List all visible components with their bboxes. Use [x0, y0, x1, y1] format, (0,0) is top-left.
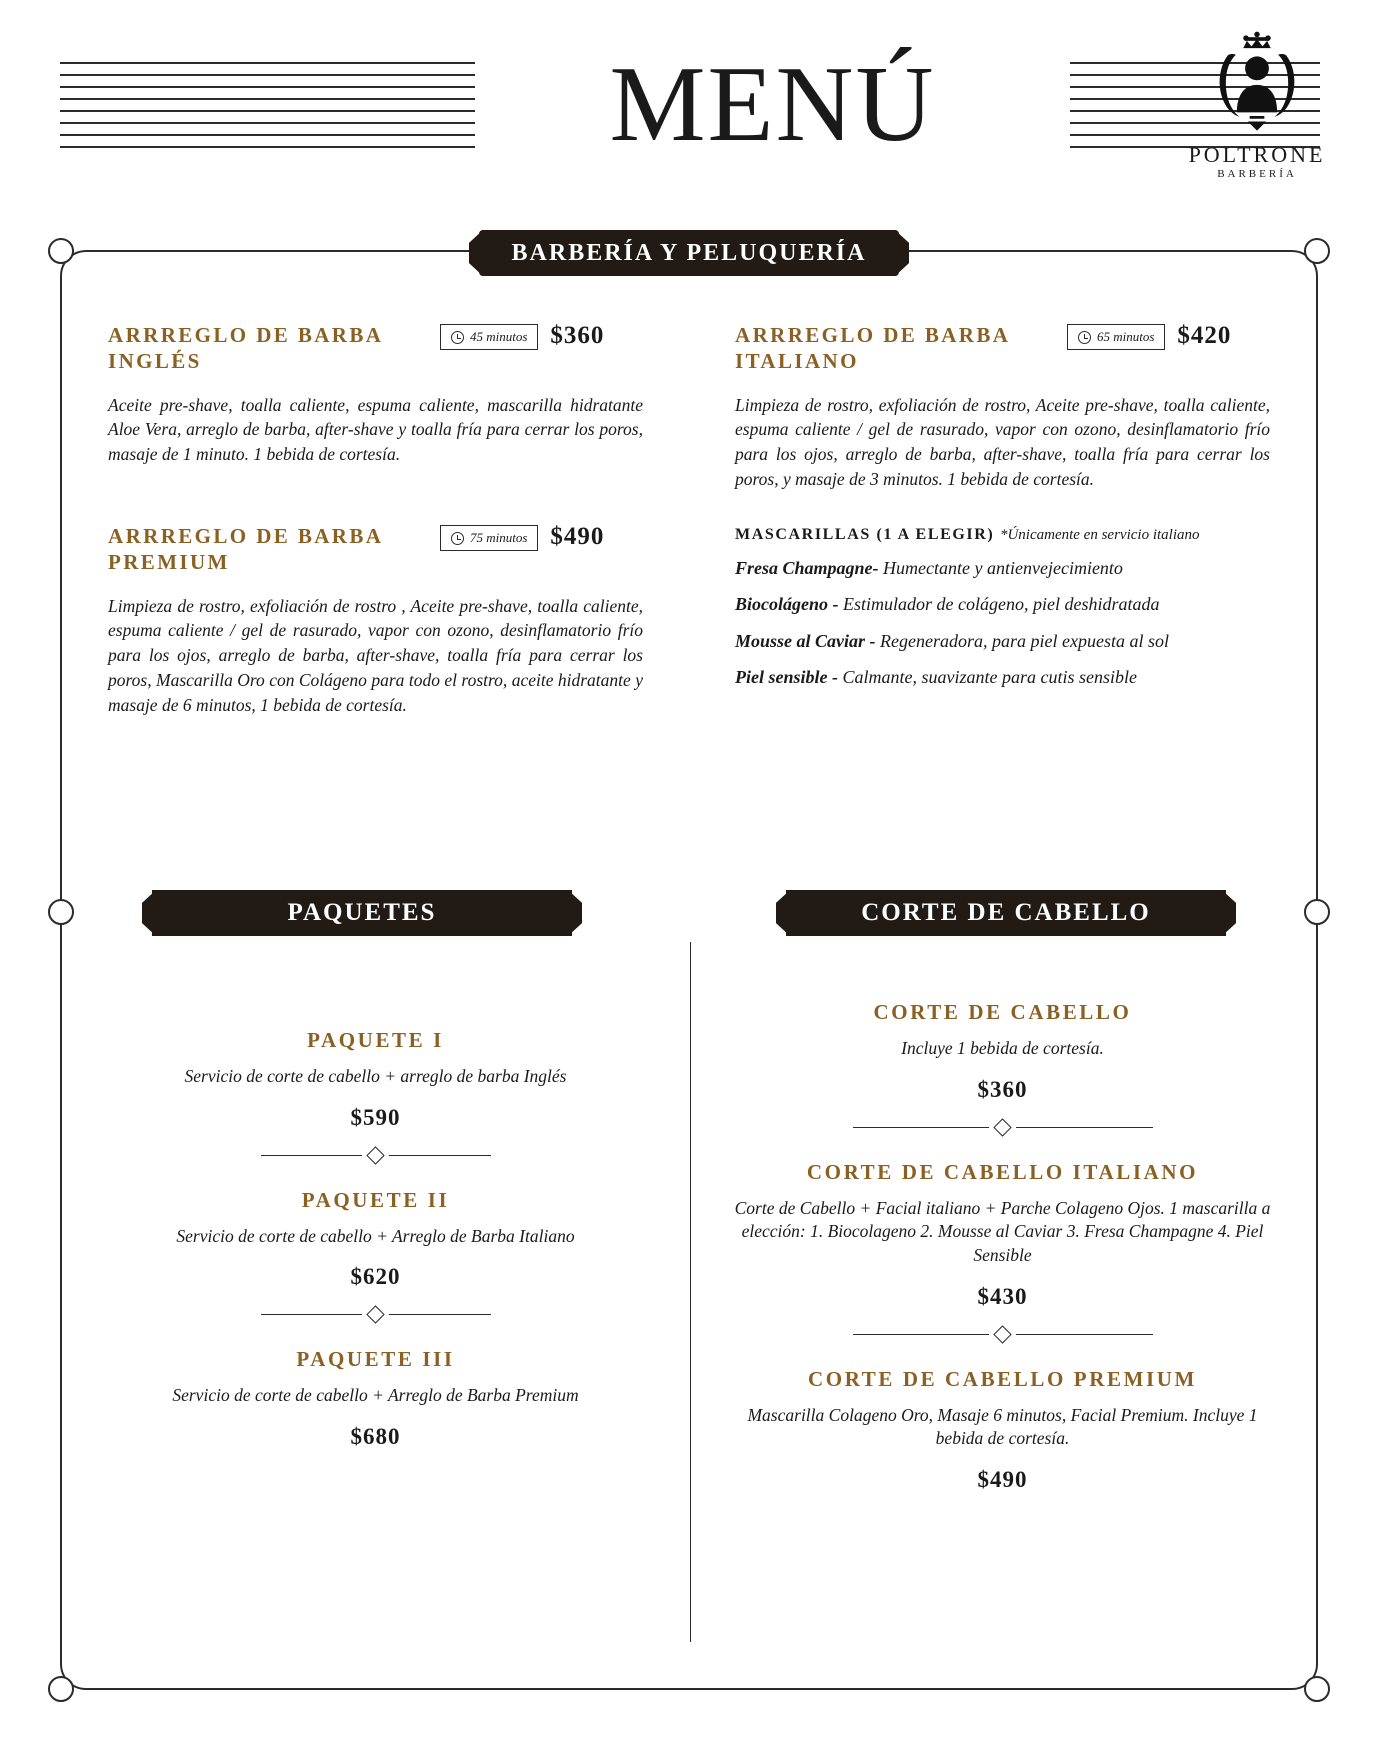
package-item [102, 1347, 649, 1450]
frame-notch-bl [48, 1676, 74, 1702]
masks-note: *Únicamente en servicio italiano [999, 526, 1200, 543]
haircut-title: CORTE DE CABELLO [873, 1000, 1132, 1024]
mask-item [735, 557, 1270, 580]
package-title: PAQUETE I [307, 1028, 444, 1052]
service-description: Aceite pre-shave, toalla caliente, espuma caliente, mascarilla hidratante Aloe Vera, arreglo de barba, after-shave y toalla fría para cerrar los poros, masaje de 1 minuto. 1 bebida de cortesía. [108, 394, 643, 465]
page-title: MENÚ [609, 45, 936, 164]
clock-icon [451, 532, 464, 545]
services-column-left [62, 292, 689, 892]
service-header [735, 322, 1270, 375]
menu-frame [60, 239, 1318, 1690]
haircut-item [729, 1000, 1276, 1103]
frame-notch-tr [1304, 238, 1330, 264]
mask-desc: Calmante, suavizante para cutis sensible [842, 667, 1137, 688]
mask-name: Mousse al Caviar - [735, 630, 876, 651]
haircut-title: CORTE DE CABELLO ITALIANO [806, 1159, 1199, 1184]
service-duration-badge [440, 324, 538, 350]
service-duration-badge [1067, 324, 1165, 350]
clock-icon [1078, 331, 1091, 344]
mask-desc: Estimulador de colágeno, piel deshidratada [843, 594, 1160, 615]
masks-heading-label: MASCARILLAS (1 A ELEGIR) [735, 525, 995, 543]
haircut-description: Mascarilla Colageno Oro, Masaje 6 minutos, Facial Premium. Incluye 1 bebida de cortesía. [747, 1404, 1258, 1449]
service-duration-badge [440, 525, 538, 551]
frame-notch-tl [48, 238, 74, 264]
section-separator [261, 1308, 491, 1321]
mask-desc: Humectante y antienvejecimiento [883, 557, 1123, 578]
section-separator [261, 1149, 491, 1162]
banner-corte-cabello [786, 890, 1226, 936]
haircut-price: $490 [977, 1466, 1028, 1492]
service-item [108, 322, 643, 467]
logo [1182, 28, 1332, 180]
service-price: $420 [1177, 322, 1232, 349]
banner-paquetes-label: PAQUETES [287, 899, 437, 926]
services-column-right [689, 292, 1316, 892]
package-description: Servicio de corte de cabello + Arreglo de Barba Premium [172, 1385, 579, 1406]
haircut-description: Incluye 1 bebida de cortesía. [901, 1038, 1104, 1058]
frame-notch-br [1304, 1676, 1330, 1702]
haircut-title: CORTE DE CABELLO PREMIUM [808, 1366, 1197, 1391]
frame-notch-ml [48, 899, 74, 925]
barber-crest-icon [1202, 28, 1312, 138]
service-item [108, 523, 643, 718]
package-title: PAQUETE III [296, 1347, 455, 1372]
logo-brand-sub: BARBERÍA [1217, 168, 1297, 180]
mask-name: Biocolágeno - [735, 594, 839, 615]
masks-heading [735, 526, 1270, 544]
package-price: $620 [350, 1264, 401, 1290]
package-price: $590 [350, 1104, 401, 1130]
logo-brand: POLTRONE [1188, 142, 1326, 167]
banner-corte-cabello-label: CORTE DE CABELLO [861, 899, 1151, 926]
page-header [0, 0, 1380, 210]
header-rule-left [60, 62, 475, 148]
frame-notch-mr [1304, 899, 1330, 925]
package-item [102, 1188, 649, 1291]
service-item [735, 322, 1270, 492]
mask-item [735, 593, 1270, 616]
diamond-icon [993, 1325, 1011, 1343]
page-title-wrap [475, 45, 1070, 164]
service-name: ARRREGLO DE BARBA ITALIANO [735, 323, 1010, 374]
clock-icon [451, 331, 464, 344]
haircut-item [729, 1160, 1276, 1310]
diamond-icon [366, 1306, 384, 1324]
packages-section [62, 942, 1316, 1503]
package-price: $680 [350, 1423, 401, 1449]
mask-item [735, 630, 1270, 653]
banner-paquetes [152, 890, 572, 936]
diamond-icon [366, 1146, 384, 1164]
package-description: Servicio de corte de cabello + Arreglo de Barba Italiano [176, 1225, 575, 1246]
haircut-price: $430 [977, 1283, 1028, 1309]
package-title: PAQUETE II [301, 1187, 450, 1212]
service-header [108, 523, 643, 576]
package-description: Servicio de corte de cabello + arreglo de barba Inglés [184, 1066, 567, 1086]
mask-desc: Regeneradora, para piel expuesta al sol [880, 630, 1169, 651]
services-section [62, 292, 1316, 892]
banner-barberia [479, 230, 899, 276]
mask-name: Piel sensible - [735, 667, 838, 688]
service-description: Limpieza de rostro, exfoliación de rostro , Aceite pre-shave, toalla caliente, espuma caliente / gel de rasurado, vapor con ozono, desinflamatorio frío para los ojos, arreglo de barba, after-shave, toalla fría para cerrar los poros, Mascarilla Oro con Colágeno para todo el rostro, aceite hidratante y masaje de 6 minutos, 1 bebida de cortesía. [108, 595, 643, 715]
service-duration-label: 45 minutos [470, 329, 528, 344]
service-description: Limpieza de rostro, exfoliación de rostro, Aceite pre-shave, toalla caliente, espuma caliente / gel de rasurado, vapor con ozono, desinflamatorio frío para los ojos, arreglo de barba, after-shave, toalla fría para cerrar los poros, y masaje de 3 minutos. 1 bebida de cortesía. [735, 394, 1270, 490]
service-header [108, 322, 643, 375]
banner-barberia-label: BARBERÍA Y PELUQUERÍA [511, 239, 867, 266]
section-separator [853, 1328, 1153, 1341]
section-separator [853, 1121, 1153, 1134]
haircuts-column [689, 942, 1316, 1503]
haircut-description: Corte de Cabello + Facial italiano + Parche Colageno Ojos. 1 mascarilla a elección: 1. Biocolageno 2. Mousse al Caviar 3. Fresa Champagne 4. Piel Sensible [734, 1197, 1271, 1265]
diamond-icon [993, 1118, 1011, 1136]
service-name: ARRREGLO DE BARBA INGLÉS [108, 323, 383, 374]
mask-item [735, 666, 1270, 689]
service-duration-label: 65 minutos [1097, 329, 1155, 344]
service-price: $490 [550, 523, 605, 551]
haircut-price: $360 [977, 1076, 1028, 1102]
haircut-item [729, 1367, 1276, 1493]
service-price: $360 [550, 322, 605, 349]
mask-name: Fresa Champagne- [735, 557, 879, 578]
service-duration-label: 75 minutos [470, 530, 528, 546]
package-item [102, 1028, 649, 1131]
service-name: ARRREGLO DE BARBA PREMIUM [108, 524, 383, 575]
packages-column [62, 942, 689, 1503]
